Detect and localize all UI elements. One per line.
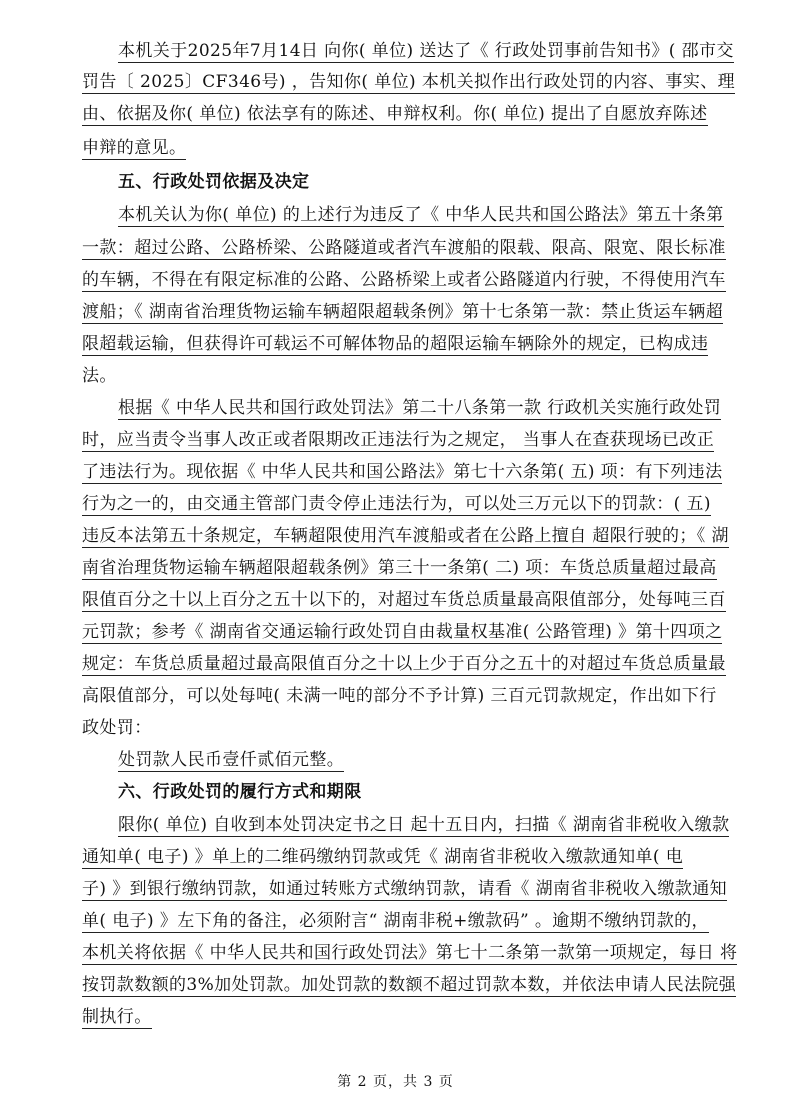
- text-line: [82, 713, 752, 743]
- text-line: [82, 521, 752, 551]
- text-line: [82, 297, 752, 327]
- text-line: [82, 874, 752, 904]
- text-line-content: 的车辆，不得在有限定标准的公路、公路桥梁上或者公路隧道内行驶，不得使用汽车: [82, 270, 726, 290]
- text-line-content: 限超载运输，但获得许可载运不可解体物品的超限运输车辆除外的规定，已构成违: [82, 334, 709, 354]
- text-line-content: 违反本法第五十条规定，车辆超限使用汽车渡船或者在公路上擅自 超限行驶的；《 湖: [82, 526, 729, 546]
- penalty-amount: 处罚款人民币壹仟贰佰元整。: [118, 750, 345, 770]
- text-line: [82, 265, 752, 295]
- text-line-content: 罚告〔 2025〕CF346号) ，告知你( 单位) 本机关拟作出行政处罚的内容、事实、理: [82, 72, 736, 92]
- text-line-content: 法。: [82, 366, 117, 386]
- section-heading-text: 五、行政处罚依据及决定: [118, 172, 310, 192]
- text-line-content: 本机关于2025年7月14日 向你( 单位) 送达了《 行政处罚事前告知书》( 邵市交: [118, 41, 734, 61]
- text-line: [82, 681, 752, 711]
- text-line-content: 限你( 单位) 自收到本处罚决定书之日 起十五日内，扫描《 湖南省非税收入缴款: [118, 815, 730, 835]
- text-line: [82, 1002, 752, 1032]
- text-line: [118, 393, 752, 423]
- text-line: [82, 553, 752, 583]
- text-line-content: 按罚款数额的3%加处罚款。加处罚款的数额不超过罚款本数，并依法申请人民法院强: [82, 975, 737, 995]
- text-line-content: 渡船；《 湖南省治理货物运输车辆超限超载条例》第十七条第一款：禁止货运车辆超: [82, 302, 724, 322]
- text-line: [82, 233, 752, 263]
- section-heading: [118, 167, 752, 197]
- text-line: [82, 457, 752, 487]
- text-line: [82, 425, 752, 455]
- text-line: [118, 200, 752, 230]
- text-line-content: 时，应当责令当事人改正或者限期改正违法行为之规定， 当事人在查获现场已改正: [82, 430, 715, 450]
- section-heading: [118, 777, 752, 807]
- text-line-content: 根据《 中华人民共和国行政处罚法》第二十八条第一款 行政机关实施行政处罚: [118, 398, 722, 418]
- text-line-content: 通知单( 电子) 》单上的二维码缴纳罚款或凭《 湖南省非税收入缴款通知单( 电: [82, 847, 684, 867]
- text-line: [82, 649, 752, 679]
- text-line-content: 政处罚：: [82, 718, 152, 738]
- text-line: [118, 810, 752, 840]
- text-line: [82, 585, 752, 615]
- text-line: [82, 329, 752, 359]
- text-line-content: 规定：车货总质量超过最高限值百分之十以上少于百分之五十的对超过车货总质量最: [82, 654, 726, 674]
- text-line-content: 南省治理货物运输车辆超限超载条例》第三十一条第( 二) 项：车货总质量超过最高: [82, 558, 717, 578]
- page-number: 第 2 页，共 3 页: [337, 1074, 454, 1090]
- text-line: [82, 99, 752, 129]
- text-line-content: 子) 》到银行缴纳罚款，如通过转账方式缴纳罚款，请看《 湖南省非税收入缴款通知: [82, 879, 728, 899]
- text-line-content: 行为之一的，由交通主管部门责令停止违法行为，可以处三万元以下的罚款：( 五): [82, 494, 711, 514]
- text-line: [82, 361, 752, 391]
- text-line-content: 制执行。: [82, 1007, 152, 1027]
- text-line-content: 本机关认为你( 单位) 的上述行为违反了《 中华人民共和国公路法》第五十条第: [118, 205, 724, 225]
- text-line: [82, 489, 752, 519]
- text-line-content: 高限值部分，可以处每吨( 未满一吨的部分不予计算) 三百元罚款规定，作出如下行: [82, 686, 717, 706]
- text-line-content: 本机关将依据《 中华人民共和国行政处罚法》第七十二条第一款第一项规定，每日 将: [82, 943, 738, 963]
- text-line-content: 单( 电子) 》左下角的备注，必须附言“ 湖南非税+缴款码” 。逾期不缴纳罚款的，: [82, 911, 709, 931]
- text-line-content: 限值百分之十以上百分之五十以下的，对超过车货总质量最高限值部分，处每吨三百: [82, 590, 726, 610]
- text-line-content: 了违法行为。现依据《 中华人民共和国公路法》第七十六条第( 五) 项：有下列违法: [82, 462, 723, 482]
- text-line: [82, 938, 752, 968]
- text-line-content: 一款：超过公路、公路桥梁、公路隧道或者汽车渡船的限载、限高、限宽、限长标准: [82, 238, 726, 258]
- section-heading-text: 六、行政处罚的履行方式和期限: [118, 782, 362, 802]
- text-line-content: 申辩的意见。: [82, 138, 187, 158]
- text-line: [82, 67, 752, 97]
- text-line: [82, 617, 752, 647]
- text-line: [118, 745, 752, 775]
- text-line: [118, 36, 752, 66]
- text-line: [82, 970, 752, 1000]
- text-line: [82, 842, 752, 872]
- text-line: [82, 906, 752, 936]
- text-line: [82, 133, 752, 163]
- text-line-content: 由、依据及你( 单位) 依法享有的陈述、申辩权利。你( 单位) 提出了自愿放弃陈述: [82, 104, 708, 124]
- text-line-content: 元罚款；参考《 湖南省交通运输行政处罚自由裁量权基准( 公路管理) 》第十四项之: [82, 622, 723, 642]
